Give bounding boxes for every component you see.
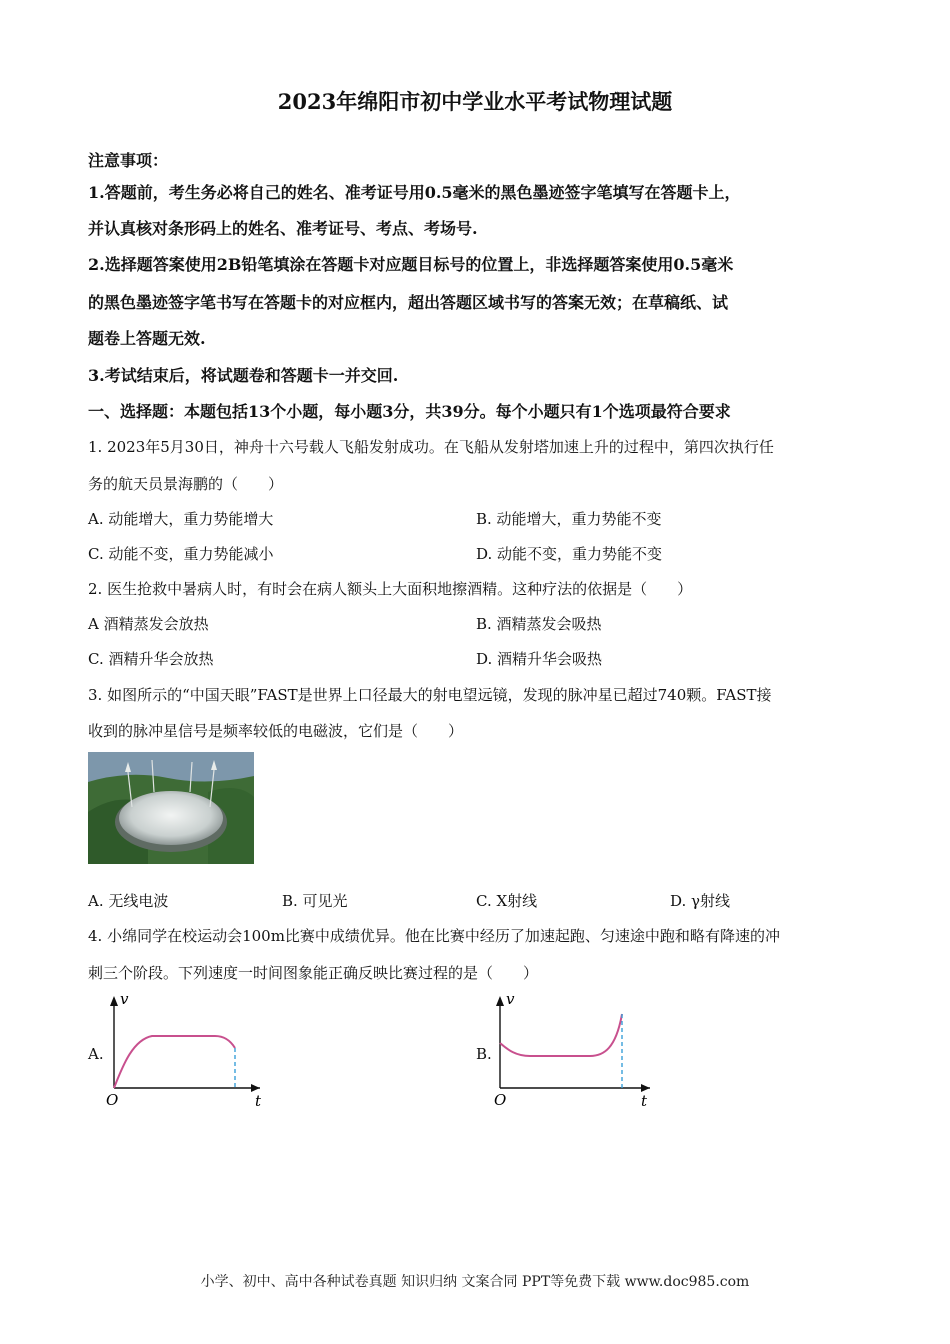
option-c: C. 动能不变，重力势能减小 xyxy=(88,545,274,563)
option-c: C. X射线 xyxy=(476,892,538,910)
question-3-text: 收到的脉冲星信号是频率较低的电磁波，它们是（ ） xyxy=(88,722,464,740)
v-axis-label: v xyxy=(506,990,515,1008)
page-footer: 小学、初中、高中各种试卷真题 知识归纳 文案合同 PPT等免费下载 www.doc985.com xyxy=(200,1274,750,1290)
section-heading: 一、选择题：本题包括13个小题，每小题3分，共39分。每个小题只有1个选项最符合要求 xyxy=(88,402,731,421)
velocity-curve xyxy=(114,1036,235,1088)
option-b: B. 酒精蒸发会吸热 xyxy=(476,615,602,633)
v-axis-arrow-icon xyxy=(496,996,504,1006)
fast-telescope-illustration xyxy=(88,752,254,864)
v-axis-arrow-icon xyxy=(110,996,118,1006)
option-b: B. 可见光 xyxy=(282,892,348,910)
note-line: 2.选择题答案使用2B铅笔填涂在答题卡对应题目标号的位置上，非选择题答案使用0.5毫米 xyxy=(88,255,734,274)
note-line: 3.考试结束后，将试题卷和答题卡一并交回. xyxy=(88,366,399,385)
question-4-text: 刺三个阶段。下列速度一时间图象能正确反映比赛过程的是（ ） xyxy=(88,964,539,982)
graph-a xyxy=(100,988,270,1108)
option-a: A. xyxy=(88,1045,104,1063)
t-axis-arrow-icon xyxy=(641,1084,650,1092)
option-b: B. xyxy=(476,1045,492,1063)
note-line: 的黑色墨迹签字笔书写在答题卡的对应框内，超出答题区域书写的答案无效；在草稿纸、试 xyxy=(88,293,729,312)
origin-label: O xyxy=(494,1091,507,1108)
option-d: D. 酒精升华会吸热 xyxy=(476,650,603,668)
notes-heading: 注意事项： xyxy=(88,151,169,170)
option-a: A. 动能增大，重力势能增大 xyxy=(88,510,274,528)
option-a: A 酒精蒸发会放热 xyxy=(88,615,209,633)
option-b: B. 动能增大，重力势能不变 xyxy=(476,510,662,528)
t-axis-label: t xyxy=(641,1092,648,1108)
question-1-text: 1. 2023年5月30日，神舟十六号载人飞船发射成功。在飞船从发射塔加速上升的过程中，第四次执行任 xyxy=(88,438,774,456)
velocity-curve xyxy=(500,1014,622,1056)
fast-telescope-image xyxy=(88,752,254,864)
question-1-text: 务的航天员景海鹏的（ ） xyxy=(88,475,284,493)
v-axis-label: v xyxy=(120,990,129,1008)
option-c: C. 酒精升华会放热 xyxy=(88,650,214,668)
page-title: 2023年绵阳市初中学业水平考试物理试题 xyxy=(277,89,673,114)
t-axis-label: t xyxy=(255,1092,262,1108)
note-line: 并认真核对条形码上的姓名、准考证号、考点、考场号. xyxy=(88,219,478,238)
t-axis-arrow-icon xyxy=(251,1084,260,1092)
note-line: 1.答题前，考生务必将自己的姓名、准考证号用0.5毫米的黑色墨迹签字笔填写在答题卡上， xyxy=(88,183,741,202)
origin-label: O xyxy=(106,1091,119,1108)
question-2-text: 2. 医生抢救中暑病人时，有时会在病人额头上大面积地擦酒精。这种疗法的依据是（ ） xyxy=(88,580,693,598)
graph-b xyxy=(486,988,656,1108)
question-4-text: 4. 小绵同学在校运动会100m比赛中成绩优异。他在比赛中经历了加速起跑、匀速途中跑和略有降速的冲 xyxy=(88,927,780,945)
note-line: 题卷上答题无效. xyxy=(88,329,206,348)
option-d: D. 动能不变，重力势能不变 xyxy=(476,545,663,563)
option-a: A. 无线电波 xyxy=(88,892,169,910)
option-d: D. γ射线 xyxy=(670,892,730,910)
question-3-text: 3. 如图所示的“中国天眼”FAST是世界上口径最大的射电望远镜，发现的脉冲星已超过740颗。FAST接 xyxy=(88,686,772,704)
